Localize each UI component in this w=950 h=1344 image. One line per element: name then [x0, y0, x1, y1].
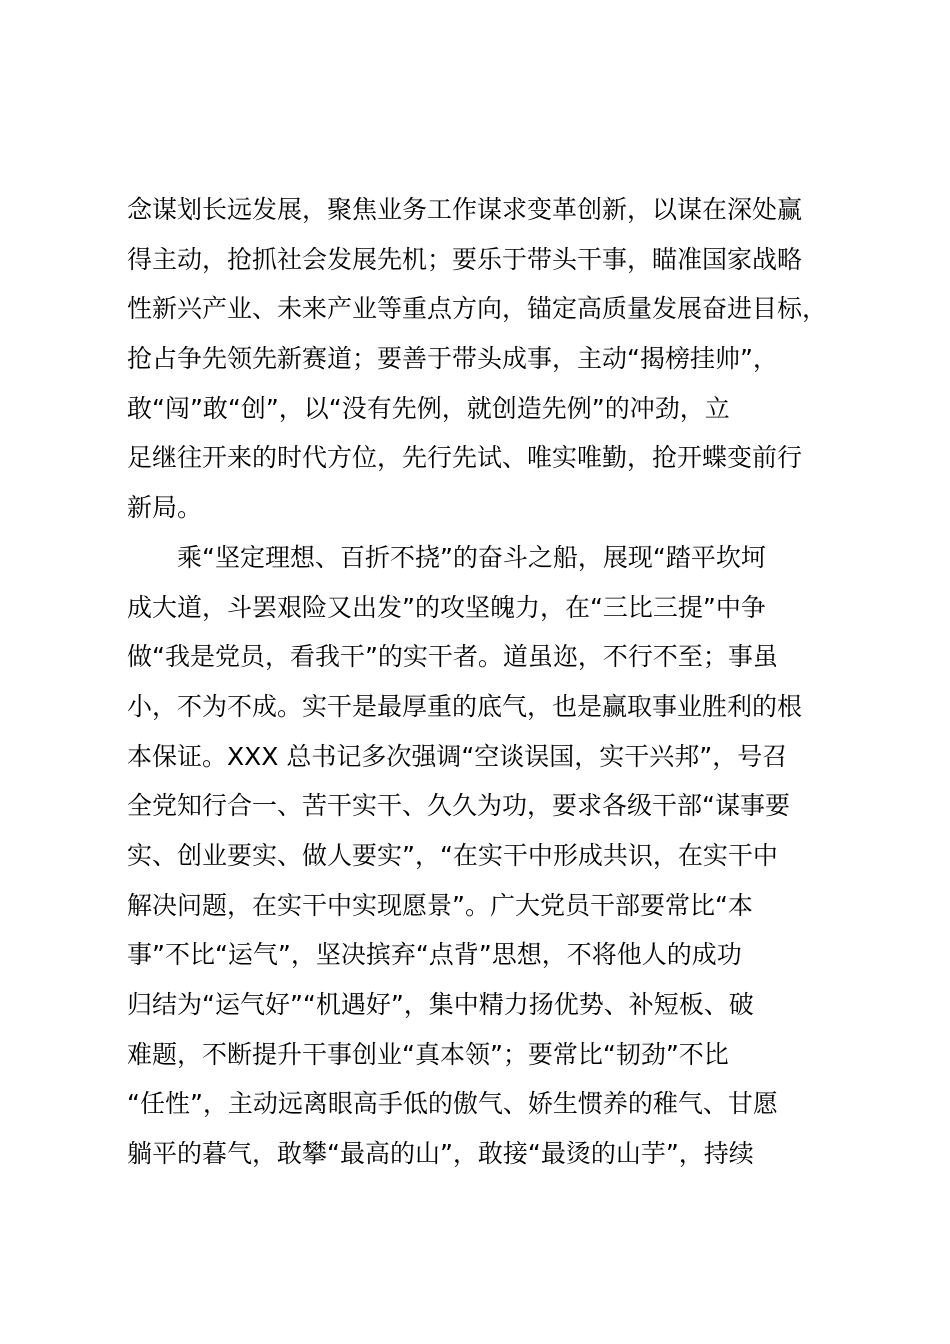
text-line: 解决问题，在实干中实现愿景”。广大党员干部要常比“本 — [127, 890, 753, 920]
text-line: 抢占争先领先新赛道；要善于带头成事，主动“揭榜挂帅”， — [127, 344, 778, 374]
text-line: 小，不为不成。实干是最厚重的底气，也是赢取事业胜利的根 — [127, 691, 803, 721]
text-line: 做“我是党员，看我干”的实干者。道虽迩，不行不至；事虽 — [127, 642, 778, 672]
text-line: 敢“闯”敢“创”，以“没有先例，就创造先例”的冲劲，立 — [127, 393, 730, 423]
text-line: 实、创业要实、做人要实”，“在实干中形成共识，在实干中 — [127, 840, 778, 870]
body-text — [127, 185, 847, 1179]
text-line: 新局。 — [127, 493, 203, 523]
text-line: 归结为“运气好”“机遇好”，集中精力扬优势、补短板、破 — [127, 990, 754, 1019]
text-line: 难题，不断提升干事创业“真本领”；要常比“韧劲”不比 — [127, 1039, 729, 1069]
text-line: 念谋划长远发展，聚焦业务工作谋求变革创新，以谋在深处赢 — [127, 195, 803, 224]
text-line: 本保证。XXX 总书记多次强调“空谈误国，实干兴邦”，号召 — [127, 741, 788, 771]
text-line: 全党知行合一、苦干实干、久久为功，要求各级干部“谋事要 — [127, 791, 790, 821]
text-line: 躺平的暮气，敢攀“最高的山”，敢接“最烫的山芋”，持续 — [127, 1139, 754, 1169]
text-line: 性新兴产业、未来产业等重点方向，锚定高质量发展奋进目标， — [127, 294, 828, 324]
text-line: 得主动，抢抓社会发展先机；要乐于带头干事，瞄准国家战略 — [127, 244, 803, 274]
text-line: 成大道，斗罢艰险又出发”的攻坚魄力，在“三比三提”中争 — [127, 592, 766, 622]
text-line: 乘“坚定理想、百折不挠”的奋斗之船，展现“踏平坎坷 — [127, 542, 766, 572]
text-line: 足继往开来的时代方位，先行先试、唯实唯勤，抢开蝶变前行 — [127, 443, 803, 473]
text-line: “任性”，主动远离眼高手低的傲气、娇生惯养的稚气、甘愿 — [127, 1089, 778, 1119]
text-line: 事”不比“运气”，坚决摈弃“点背”思想，不将他人的成功 — [127, 940, 742, 970]
